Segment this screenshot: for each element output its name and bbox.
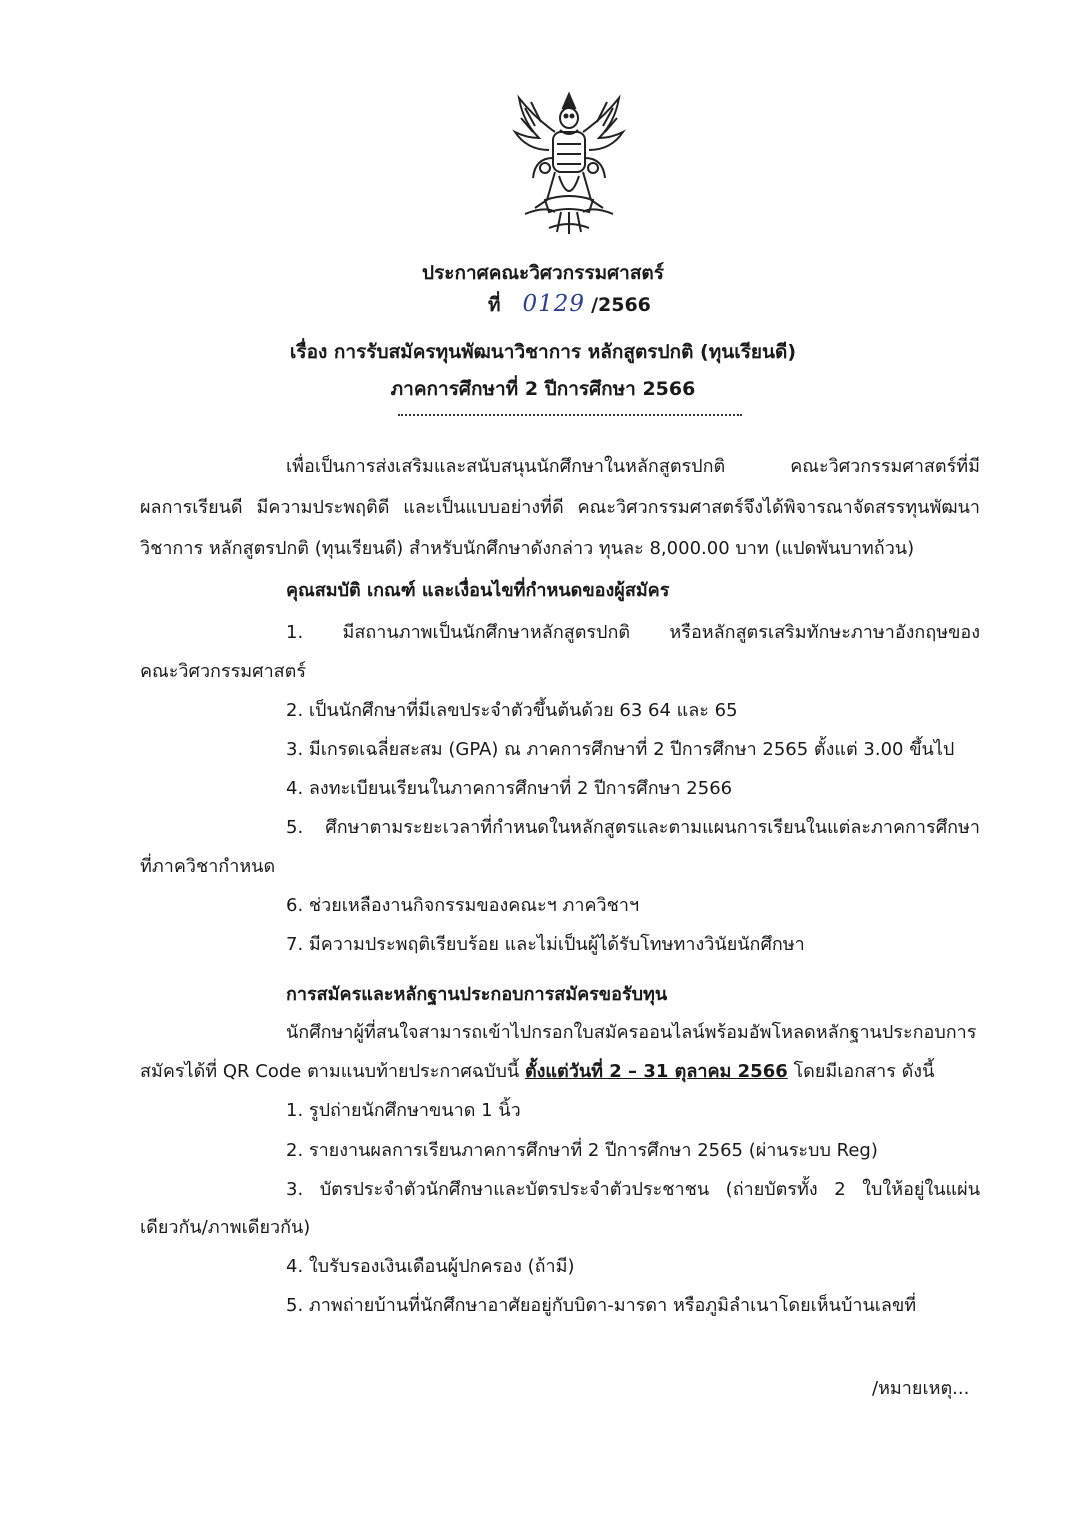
qualification-item-1-cont: คณะวิศวกรรมศาสตร์ — [140, 661, 307, 682]
announcement-semester: ภาคการศึกษาที่ 2 ปีการศึกษา 2566 — [390, 378, 696, 400]
document-item-5: 5. ภาพถ่ายบ้านที่นักศึกษาอาศัยอยู่กับบิดา-มารดา หรือภูมิลำเนาโดยเห็นบ้านเลขที่ — [286, 1295, 917, 1316]
dotted-divider — [398, 414, 742, 416]
application-para-pre: สมัครได้ที่ QR Code ตามแนบท้ายประกาศฉบับนี้ — [140, 1061, 520, 1082]
document-item-3-cont: เดียวกัน/ภาพเดียวกัน) — [140, 1217, 311, 1238]
document-item-4: 4. ใบรับรองเงินเดือนผู้ปกครอง (ถ้ามี) — [286, 1256, 575, 1277]
qualification-item-5-cont: ที่ภาควิชากำหนด — [140, 856, 276, 877]
qualification-item-4: 4. ลงทะเบียนเรียนในภาคการศึกษาที่ 2 ปีการศึกษา 2566 — [286, 778, 733, 799]
qualification-item-2: 2. เป็นนักศึกษาที่มีเลขประจำตัวขึ้นต้นด้วย 63 64 และ 65 — [286, 700, 738, 721]
application-para-line-1: นักศึกษาผู้ที่สนใจสามารถเข้าไปกรอกใบสมัครออนไลน์พร้อมอัพโหลดหลักฐานประกอบการ — [286, 1022, 977, 1043]
announcement-subject: เรื่อง การรับสมัครทุนพัฒนาวิชาการ หลักสูตรปกติ (ทุนเรียนดี) — [289, 341, 797, 363]
qualification-item-6: 6. ช่วยเหลืองานกิจกรรมของคณะฯ ภาควิชาฯ — [286, 895, 640, 916]
application-para-line-2 — [140, 1061, 934, 1083]
application-heading: การสมัครและหลักฐานประกอบการสมัครขอรับทุน — [286, 984, 668, 1005]
qualification-item-5: 5. ศึกษาตามระยะเวลาที่กำหนดในหลักสูตรและตามแผนการเรียนในแต่ละภาคการศึกษา — [286, 817, 980, 838]
garuda-emblem-icon — [505, 88, 633, 238]
application-para-post: โดยมีเอกสาร ดังนี้ — [793, 1061, 935, 1082]
intro-line-2: ผลการเรียนดี มีความประพฤติดี และเป็นแบบอย่างที่ดี คณะวิศวกรรมศาสตร์จึงได้พิจารณาจัดสรรทุนพัฒนา — [140, 497, 980, 518]
handwritten-number: 0129 — [522, 291, 586, 317]
document-number — [488, 290, 651, 320]
document-item-3: 3. บัตรประจำตัวนักศึกษาและบัตรประจำตัวประชาชน (ถ่ายบัตรทั้ง 2 ใบให้อยู่ในแผ่น — [286, 1179, 980, 1200]
intro-line-3: วิชาการ หลักสูตรปกติ (ทุนเรียนดี) สำหรับนักศึกษาดังกล่าว ทุนละ 8,000.00 บาท (แปดพันบาทถ้วน) — [140, 538, 915, 559]
qualification-item-3: 3. มีเกรดเฉลี่ยสะสม (GPA) ณ ภาคการศึกษาที่ 2 ปีการศึกษา 2565 ตั้งแต่ 3.00 ขึ้นไป — [286, 739, 955, 760]
document-number-suffix: /2566 — [591, 294, 651, 316]
qualification-item-7: 7. มีความประพฤติเรียบร้อย และไม่เป็นผู้ได้รับโทษทางวินัยนักศึกษา — [286, 934, 805, 955]
application-date-range: ตั้งแต่วันที่ 2 – 31 ตุลาคม 2566 — [524, 1061, 788, 1082]
qualifications-heading: คุณสมบัติ เกณฑ์ และเงื่อนไขที่กำหนดของผู้สมัคร — [286, 580, 670, 601]
document-item-2: 2. รายงานผลการเรียนภาคการศึกษาที่ 2 ปีการศึกษา 2565 (ผ่านระบบ Reg) — [286, 1140, 878, 1161]
document-item-1: 1. รูปถ่ายนักศึกษาขนาด 1 นิ้ว — [286, 1100, 521, 1121]
qualification-item-1: 1. มีสถานภาพเป็นนักศึกษาหลักสูตรปกติ หรือหลักสูตรเสริมทักษะภาษาอังกฤษของ — [286, 622, 980, 643]
announcement-title: ประกาศคณะวิศวกรรมศาสตร์ — [422, 262, 664, 284]
document-number-prefix: ที่ — [488, 294, 501, 316]
intro-line-1: เพื่อเป็นการส่งเสริมและสนับสนุนนักศึกษาในหลักสูตรปกติ คณะวิศวกรรมศาสตร์ที่มี — [286, 456, 980, 477]
continuation-note: /หมายเหตุ... — [872, 1378, 970, 1399]
